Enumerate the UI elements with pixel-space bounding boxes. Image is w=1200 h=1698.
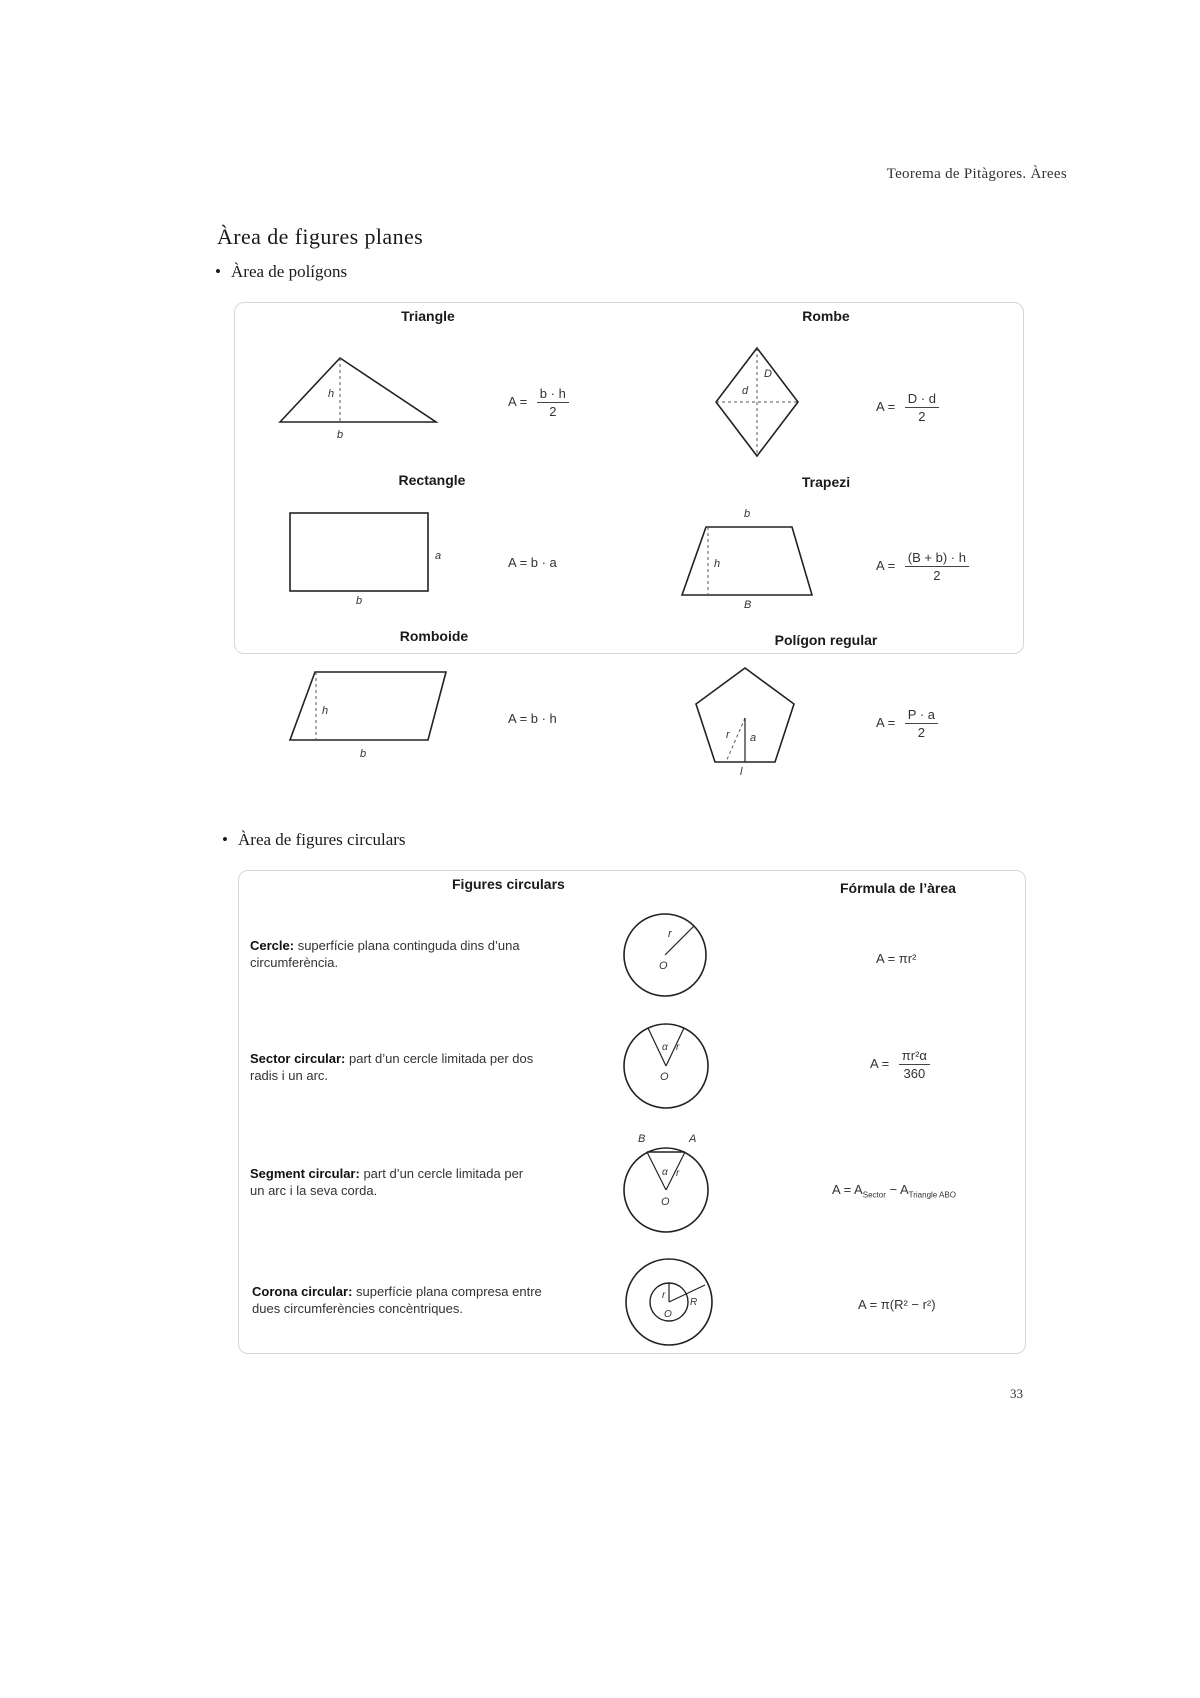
rhomboid-figure <box>280 660 460 764</box>
sector-term: Sector circular: <box>250 1051 346 1066</box>
circle-description <box>250 937 540 971</box>
segment-formula-sub-sector: Sector <box>862 1190 886 1200</box>
rhombus-formula-lhs: A = <box>876 398 896 414</box>
ring-figure <box>622 1255 716 1349</box>
segment-label-alpha: α <box>662 1167 668 1178</box>
rhomboid-shape <box>290 672 446 740</box>
sector-formula-num: πr²α <box>899 1048 930 1065</box>
regular-polygon-formula-lhs: A = <box>876 714 896 730</box>
ring-term: Corona circular: <box>252 1284 353 1299</box>
ring-label-O: O <box>664 1309 672 1320</box>
bullet: • <box>222 830 228 849</box>
trapezoid-label-h: h <box>714 558 721 570</box>
rhombus-formula-den: 2 <box>918 409 926 424</box>
triangle-shape <box>280 358 436 422</box>
section-heading-polygons <box>215 262 347 282</box>
segment-label-O: O <box>661 1196 670 1208</box>
section-heading-polygons-text: Àrea de polígons <box>231 262 348 281</box>
page-number: 33 <box>1010 1386 1023 1401</box>
regular-polygon-label-a: a <box>750 732 757 744</box>
sector-radius-2 <box>666 1028 684 1066</box>
trapezoid-formula-lhs: A = <box>876 557 896 573</box>
bullet: • <box>215 262 221 281</box>
rectangle-figure <box>280 505 450 605</box>
triangle-formula-den: 2 <box>549 404 557 419</box>
triangle-figure <box>270 350 450 440</box>
segment-term: Segment circular: <box>250 1166 360 1181</box>
rectangle-shape <box>290 513 428 591</box>
rhombus-name: Rombe <box>802 308 850 324</box>
ring-description <box>252 1283 542 1317</box>
sector-formula-lhs: A = <box>870 1055 890 1071</box>
triangle-name: Triangle <box>401 308 455 324</box>
section-heading-circular <box>222 830 406 850</box>
segment-formula-sub-triangle: Triangle ABO <box>908 1190 956 1200</box>
rhombus-label-d: d <box>742 385 749 397</box>
ring-label-R: R <box>690 1297 698 1308</box>
circle-term: Cercle: <box>250 938 295 953</box>
rhombus-label-D: D <box>764 368 772 380</box>
triangle-label-b: b <box>337 429 344 440</box>
rhomboid-name: Romboide <box>399 628 469 644</box>
ring-label-r: r <box>662 1290 666 1301</box>
rhombus-formula-num: D · d <box>905 391 939 408</box>
sector-description <box>250 1050 540 1084</box>
circle-desc: superfície plana continguda dins d’una circumferència. <box>250 938 520 970</box>
ring-desc: superfície plana compresa entre dues circumferències concèntriques. <box>252 1284 542 1316</box>
regular-polygon-name: Polígon regular <box>774 632 878 648</box>
regular-polygon-formula <box>876 707 938 740</box>
rhomboid-formula: A = b · h <box>508 711 557 726</box>
sector-desc: part d’un cercle limitada per dos radis i un arc. <box>250 1051 534 1083</box>
trapezoid-label-B: B <box>744 599 752 609</box>
trapezoid-formula <box>876 550 969 583</box>
rectangle-label-a: a <box>435 550 442 562</box>
rhombus-figure <box>712 344 812 464</box>
trapezoid-formula-den: 2 <box>933 568 941 583</box>
regular-polygon-label-l: l <box>740 766 743 778</box>
segment-label-r: r <box>676 1168 680 1179</box>
segment-label-B: B <box>638 1133 646 1145</box>
sector-label-r: r <box>676 1042 680 1053</box>
segment-formula-mid: − A <box>885 1182 909 1197</box>
rhomboid-label-h: h <box>322 705 329 717</box>
circle-label-O: O <box>659 960 668 972</box>
rectangle-formula: A = b · a <box>508 555 557 570</box>
circle-figure <box>620 910 710 1000</box>
segment-figure <box>618 1125 718 1237</box>
segment-formula-a: A = A <box>832 1182 863 1197</box>
triangle-label-h: h <box>328 388 335 400</box>
segment-description <box>250 1165 540 1199</box>
ring-radius-R <box>669 1285 705 1302</box>
rhomboid-label-b: b <box>360 748 367 760</box>
regular-polygon-figure <box>690 662 800 778</box>
sector-formula <box>870 1048 930 1081</box>
rhombus-formula <box>876 391 939 424</box>
running-header: Teorema de Pitàgores. Àrees <box>886 166 1067 182</box>
triangle-formula <box>508 386 569 419</box>
sector-formula-den: 360 <box>903 1066 926 1081</box>
rectangle-label-b: b <box>356 595 363 605</box>
regular-polygon-formula-den: 2 <box>917 725 926 740</box>
segment-label-A: A <box>689 1133 697 1145</box>
column-header-formula: Fórmula de l’àrea <box>840 880 956 896</box>
sector-label-alpha: α <box>662 1042 668 1053</box>
column-header-figures: Figures circulars <box>452 876 565 892</box>
regular-polygon-label-r: r <box>726 729 730 741</box>
trapezoid-formula-num: (B + b) · h <box>905 550 969 567</box>
trapezoid-name: Trapezi <box>801 474 851 490</box>
ring-formula: A = π(R² − r²) <box>858 1297 936 1312</box>
triangle-formula-lhs: A = <box>508 393 528 409</box>
section-heading-circular-text: Àrea de figures circulars <box>238 830 406 849</box>
circle-label-r: r <box>668 928 672 940</box>
trapezoid-label-b: b <box>744 508 751 520</box>
segment-desc: part d’un cercle limitada per un arc i la seva corda. <box>250 1166 524 1198</box>
regular-polygon-formula-num: P · a <box>905 707 938 724</box>
segment-formula <box>832 1182 956 1200</box>
triangle-formula-num: b · h <box>537 386 569 403</box>
rectangle-name: Rectangle <box>398 472 466 488</box>
circle-formula: A = πr² <box>876 951 917 966</box>
trapezoid-shape <box>682 527 812 595</box>
sector-figure <box>620 1020 712 1112</box>
sector-label-O: O <box>660 1071 669 1083</box>
trapezoid-figure <box>672 505 822 609</box>
page-title: Àrea de figures planes <box>217 224 424 249</box>
